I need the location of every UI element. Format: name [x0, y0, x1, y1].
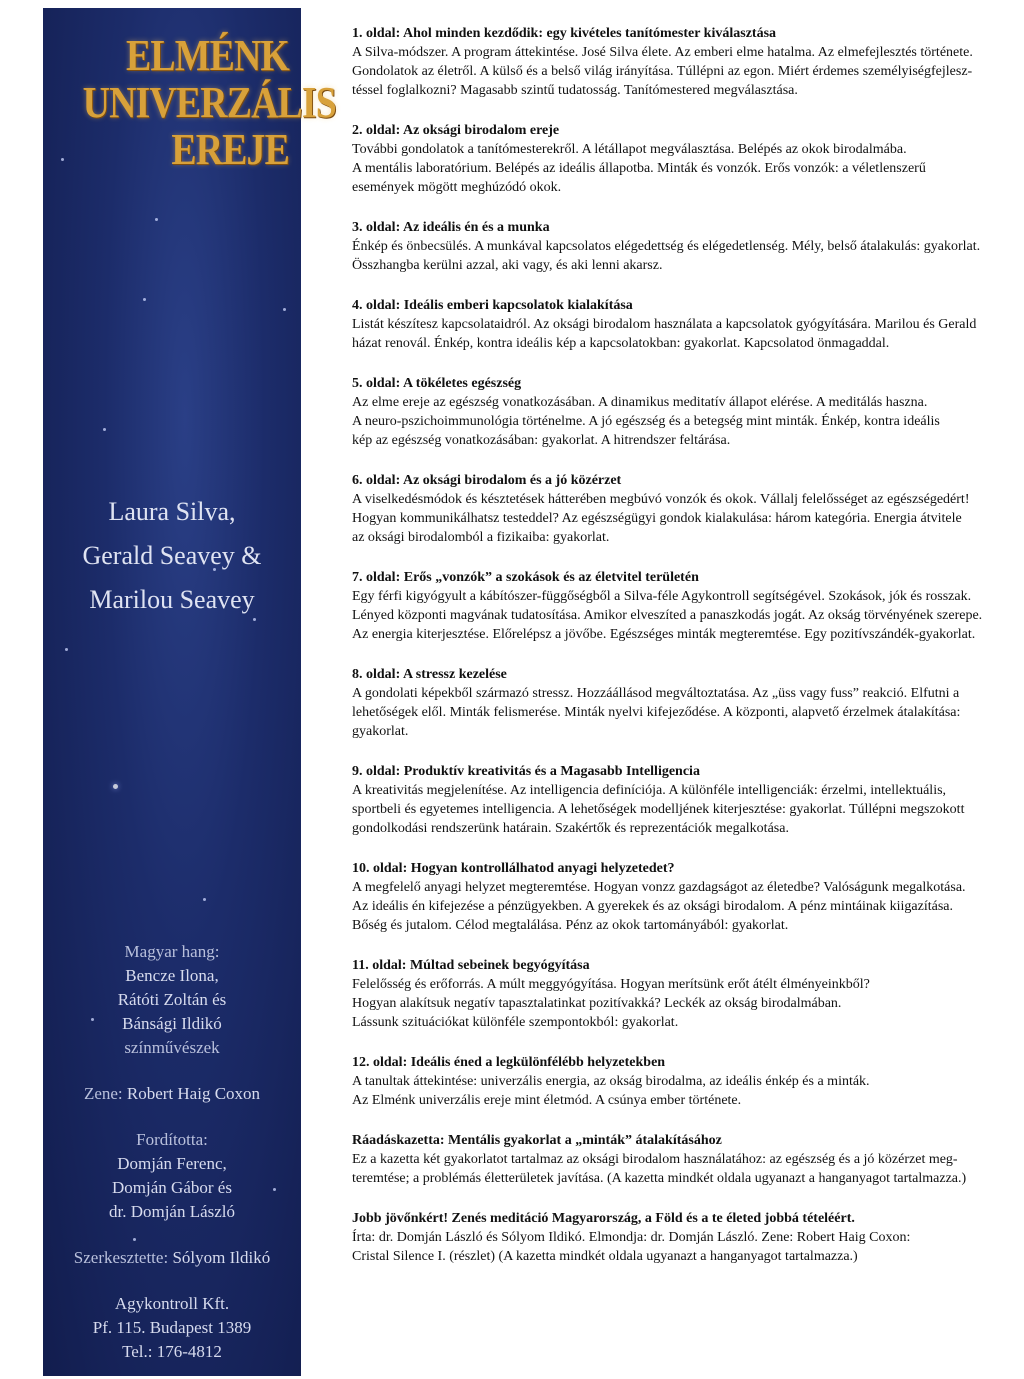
section-text-line: Gondolatok az életről. A külső és a belső világ irányítása. Túllépni az egon. Miért érdemes személyiségfejlesz- [352, 64, 973, 79]
section-text-line: Az ideális én kifejezése a pénzügyekben. A gyerekek és az oksági birodalom. A pénz mintáinak kiigazítása. [352, 899, 954, 914]
author-line: Marilou Seavey [89, 585, 255, 614]
section-text-line: lehetőségek elől. Minták felismerése. Minták nyelvi kifejeződése. A központi, alapvető érzelmek átalakítása: [352, 705, 961, 720]
section-text-line: kép az egészség vonatkozásában: gyakorlat. A hitrendszer feltárása. [352, 433, 731, 448]
contents-list [352, 24, 1002, 1287]
section-text-line: téssel foglalkozni? Magasabb szintű tudatosság. Tanítómestered megválasztása. [352, 83, 798, 98]
section-text-line: A mentális laboratórium. Belépés az ideális állapotba. Minták és vonzók. Erős vonzók: a véletlenszerű [352, 161, 926, 176]
section-text-line: Cristal Silence I. (részlet) (A kazetta mindkét oldala ugyanazt a hanganyagot tartalmazza.) [352, 1249, 858, 1264]
voice-role: színművészek [124, 1038, 220, 1057]
section-text-line: Az Elménk univerzális ereje mint életmód. A csúnya ember története. [352, 1093, 742, 1108]
voice-label: Magyar hang: [124, 942, 220, 961]
section-heading: 8. oldal: A stressz kezelése [352, 667, 507, 682]
section-heading: 1. oldal: Ahol minden kezdődik: egy kivételes tanítómester kiválasztása [352, 26, 777, 41]
cover-title [82, 31, 336, 174]
section-text-line: További gondolatok a tanítómesterekről. A létállapot megválasztása. Belépés az okok birodalmába. [352, 142, 907, 157]
section-text-line: házat renovál. Énkép, kontra ideális kép a kapcsolatokban: gyakorlat. Kapcsolatod önmagaddal. [352, 336, 890, 351]
section-heading: 6. oldal: Az oksági birodalom és a jó közérzet [352, 473, 622, 488]
section-text-line: Összhangba kerülni azzal, aki vagy, és aki lenni akarsz. [352, 258, 663, 273]
section-10 [352, 859, 1002, 935]
section-text-line: Listát készítesz kapcsolataidról. Az oksági birodalom használata a kapcsolatok gyógyítására. Marilou és Gerald [352, 317, 977, 332]
section-8 [352, 665, 1002, 741]
author-line: Laura Silva, [108, 497, 236, 526]
section-14 [352, 1209, 1002, 1266]
cover-title-line: EREJE [171, 125, 289, 174]
section-text-line: teremtése; a problémás életterületek javítása. (A kazetta mindkét oldala ugyanazt a hanganyagot tartalmazza.) [352, 1171, 967, 1186]
section-text-line: gyakorlat. [352, 724, 409, 739]
publisher-line: Tel.: 176-4812 [122, 1342, 222, 1361]
editor-name: Sólyom Ildikó [172, 1248, 271, 1267]
section-13 [352, 1131, 1002, 1188]
cover-panel [43, 8, 336, 1376]
section-heading: 9. oldal: Produktív kreativitás és a Magasabb Intelligencia [352, 764, 700, 779]
section-text-line: A Silva-módszer. A program áttekintése. José Silva élete. Az emberi elme hatalma. Az elmefejlesztés története. [352, 45, 973, 60]
section-text-line: A megfelelő anyagi helyzet megteremtése. Hogyan vonzz gazdagságot az életedbe? Valóságunk megalkotása. [352, 880, 966, 895]
cover-title-line: ELMÉNK [125, 31, 289, 80]
section-heading: Jobb jövőnkért! Zenés meditáció Magyarország, a Föld és a te életed jobbá tételéért. [352, 1211, 855, 1226]
voice-name: Bánsági Ildikó [122, 1014, 222, 1033]
music-name: Robert Haig Coxon [126, 1084, 261, 1103]
section-7 [352, 568, 1002, 644]
section-text-line: gondolkodási rendszerünk határain. Szakértők és reprezentációk megalkotása. [352, 821, 789, 836]
voice-name: Rátóti Zoltán és [117, 990, 227, 1009]
credits [43, 940, 301, 1364]
section-text-line: az oksági birodalomból a fizikaiba: gyakorlat. [352, 530, 610, 545]
translator-name: Domján Ferenc, [117, 1154, 227, 1173]
music-label: Zene: [83, 1084, 123, 1103]
section-4 [352, 296, 1002, 353]
cover-title-line: UNIVERZÁLIS [82, 78, 336, 127]
music-credit [43, 1082, 301, 1106]
section-text-line: Az elme ereje az egészség vonatkozásában. A dinamikus meditatív állapot elérése. A meditálás haszna. [352, 395, 928, 410]
translator-name: dr. Domján László [108, 1202, 236, 1221]
section-heading: 11. oldal: Múltad sebeinek begyógyítása [352, 958, 590, 973]
section-text-line: A tanultak áttekintése: univerzális energia, az okság birodalma, az ideális énkép és a minták. [352, 1074, 870, 1089]
section-2 [352, 121, 1002, 197]
section-text-line: Az energia kiterjesztése. Előrelépsz a jövőbe. Egészséges minták megteremtése. Egy pozitívszándék-gyakorlat. [352, 627, 976, 642]
section-3 [352, 218, 1002, 275]
editor-credit [43, 1246, 301, 1270]
section-heading: 2. oldal: Az oksági birodalom ereje [352, 123, 560, 138]
section-heading: 5. oldal: A tökéletes egészség [352, 376, 522, 391]
section-text-line: Ez a kazetta két gyakorlatot tartalmaz az oksági birodalom használatához: az egészség és a jó közérzet meg- [352, 1152, 958, 1167]
section-text-line: A viselkedésmódok és késztetések hátterében megbúvó vonzók és okok. Vállalj felelősséget az egészségedért! [352, 492, 970, 507]
section-text-line: Lássunk szituációkat különféle szempontokból: gyakorlat. [352, 1015, 679, 1030]
section-text-line: A neuro-pszichoimmunológia történelme. A jó egészség és a betegség mint minták. Énkép, kontra ideális [352, 414, 940, 429]
section-text-line: Egy férfi kigyógyult a kábítószer-függőségből a Silva-féle Agykontroll segítségével. Szokások, jók és rosszak. [352, 589, 972, 604]
section-heading: 3. oldal: Az ideális én és a munka [352, 220, 550, 235]
section-text-line: Hogyan kommunikálhatsz testeddel? Az egészségügyi gondok kialakulása: három kategória. Energia átvitele [352, 511, 962, 526]
section-5 [352, 374, 1002, 450]
section-text-line: A gondolati képekből származó stressz. Hozzáállásod megváltoztatása. Az „üss vagy fuss” reakció. Elfutni a [352, 686, 960, 701]
section-9 [352, 762, 1002, 838]
publisher-line: Agykontroll Kft. [114, 1294, 230, 1313]
authors [43, 490, 301, 622]
author-line: Gerald Seavey & [82, 541, 262, 570]
section-text-line: Hogyan alakítsuk negatív tapasztalatinkat pozitívakká? Leckék az okság birodalmában. [352, 996, 842, 1011]
publisher-line: Pf. 115. Budapest 1389 [92, 1318, 252, 1337]
section-12 [352, 1053, 1002, 1110]
section-heading: 4. oldal: Ideális emberi kapcsolatok kialakítása [352, 298, 633, 313]
section-text-line: Bőség és jutalom. Célod megtalálása. Pénz az okok tartományából: gyakorlat. [352, 918, 789, 933]
translated-label: Fordította: [136, 1130, 208, 1149]
section-text-line: A kreativitás megjelenítése. Az intelligencia definíciója. A különféle intelligenciák: érzelmi, intellektuális, [352, 783, 947, 798]
editor-label: Szerkesztette: [73, 1248, 169, 1267]
section-text-line: események mögött meghúzódó okok. [352, 180, 562, 195]
voice-name: Bencze Ilona, [125, 966, 219, 985]
section-text-line: Írta: dr. Domján László és Sólyom Ildikó. Elmondja: dr. Domján László. Zene: Robert Haig Coxon: [352, 1230, 911, 1245]
section-text-line: Lényed központi magvának tudatosítása. Amikor elveszíted a panaszkodás jogát. Az okság törvényének szerepe. [352, 608, 983, 623]
section-heading: 7. oldal: Erős „vonzók” a szokások és az életvitel területén [352, 570, 699, 585]
section-text-line: Énkép és önbecsülés. A munkával kapcsolatos elégedettség és elégedetlenség. Mély, belső átalakulás: gyakorlat. [352, 239, 981, 254]
section-6 [352, 471, 1002, 547]
section-11 [352, 956, 1002, 1032]
section-text-line: Felelősség és erőforrás. A múlt meggyógyítása. Hogyan merítsünk erőt átélt élményeinkből? [352, 977, 870, 992]
section-heading: Ráadáskazetta: Mentális gyakorlat a „minták” átalakításához [352, 1133, 722, 1148]
translator-name: Domján Gábor és [112, 1178, 232, 1197]
section-1 [352, 24, 1002, 100]
section-heading: 12. oldal: Ideális éned a legkülönfélébb helyzetekben [352, 1055, 666, 1070]
section-heading: 10. oldal: Hogyan kontrollálhatod anyagi helyzetedet? [352, 861, 675, 876]
section-text-line: sportbeli és egyetemes intelligencia. A lehetőségek modelljének kiterjesztése: gyakorlat. Túllépni megszokott [352, 802, 965, 817]
